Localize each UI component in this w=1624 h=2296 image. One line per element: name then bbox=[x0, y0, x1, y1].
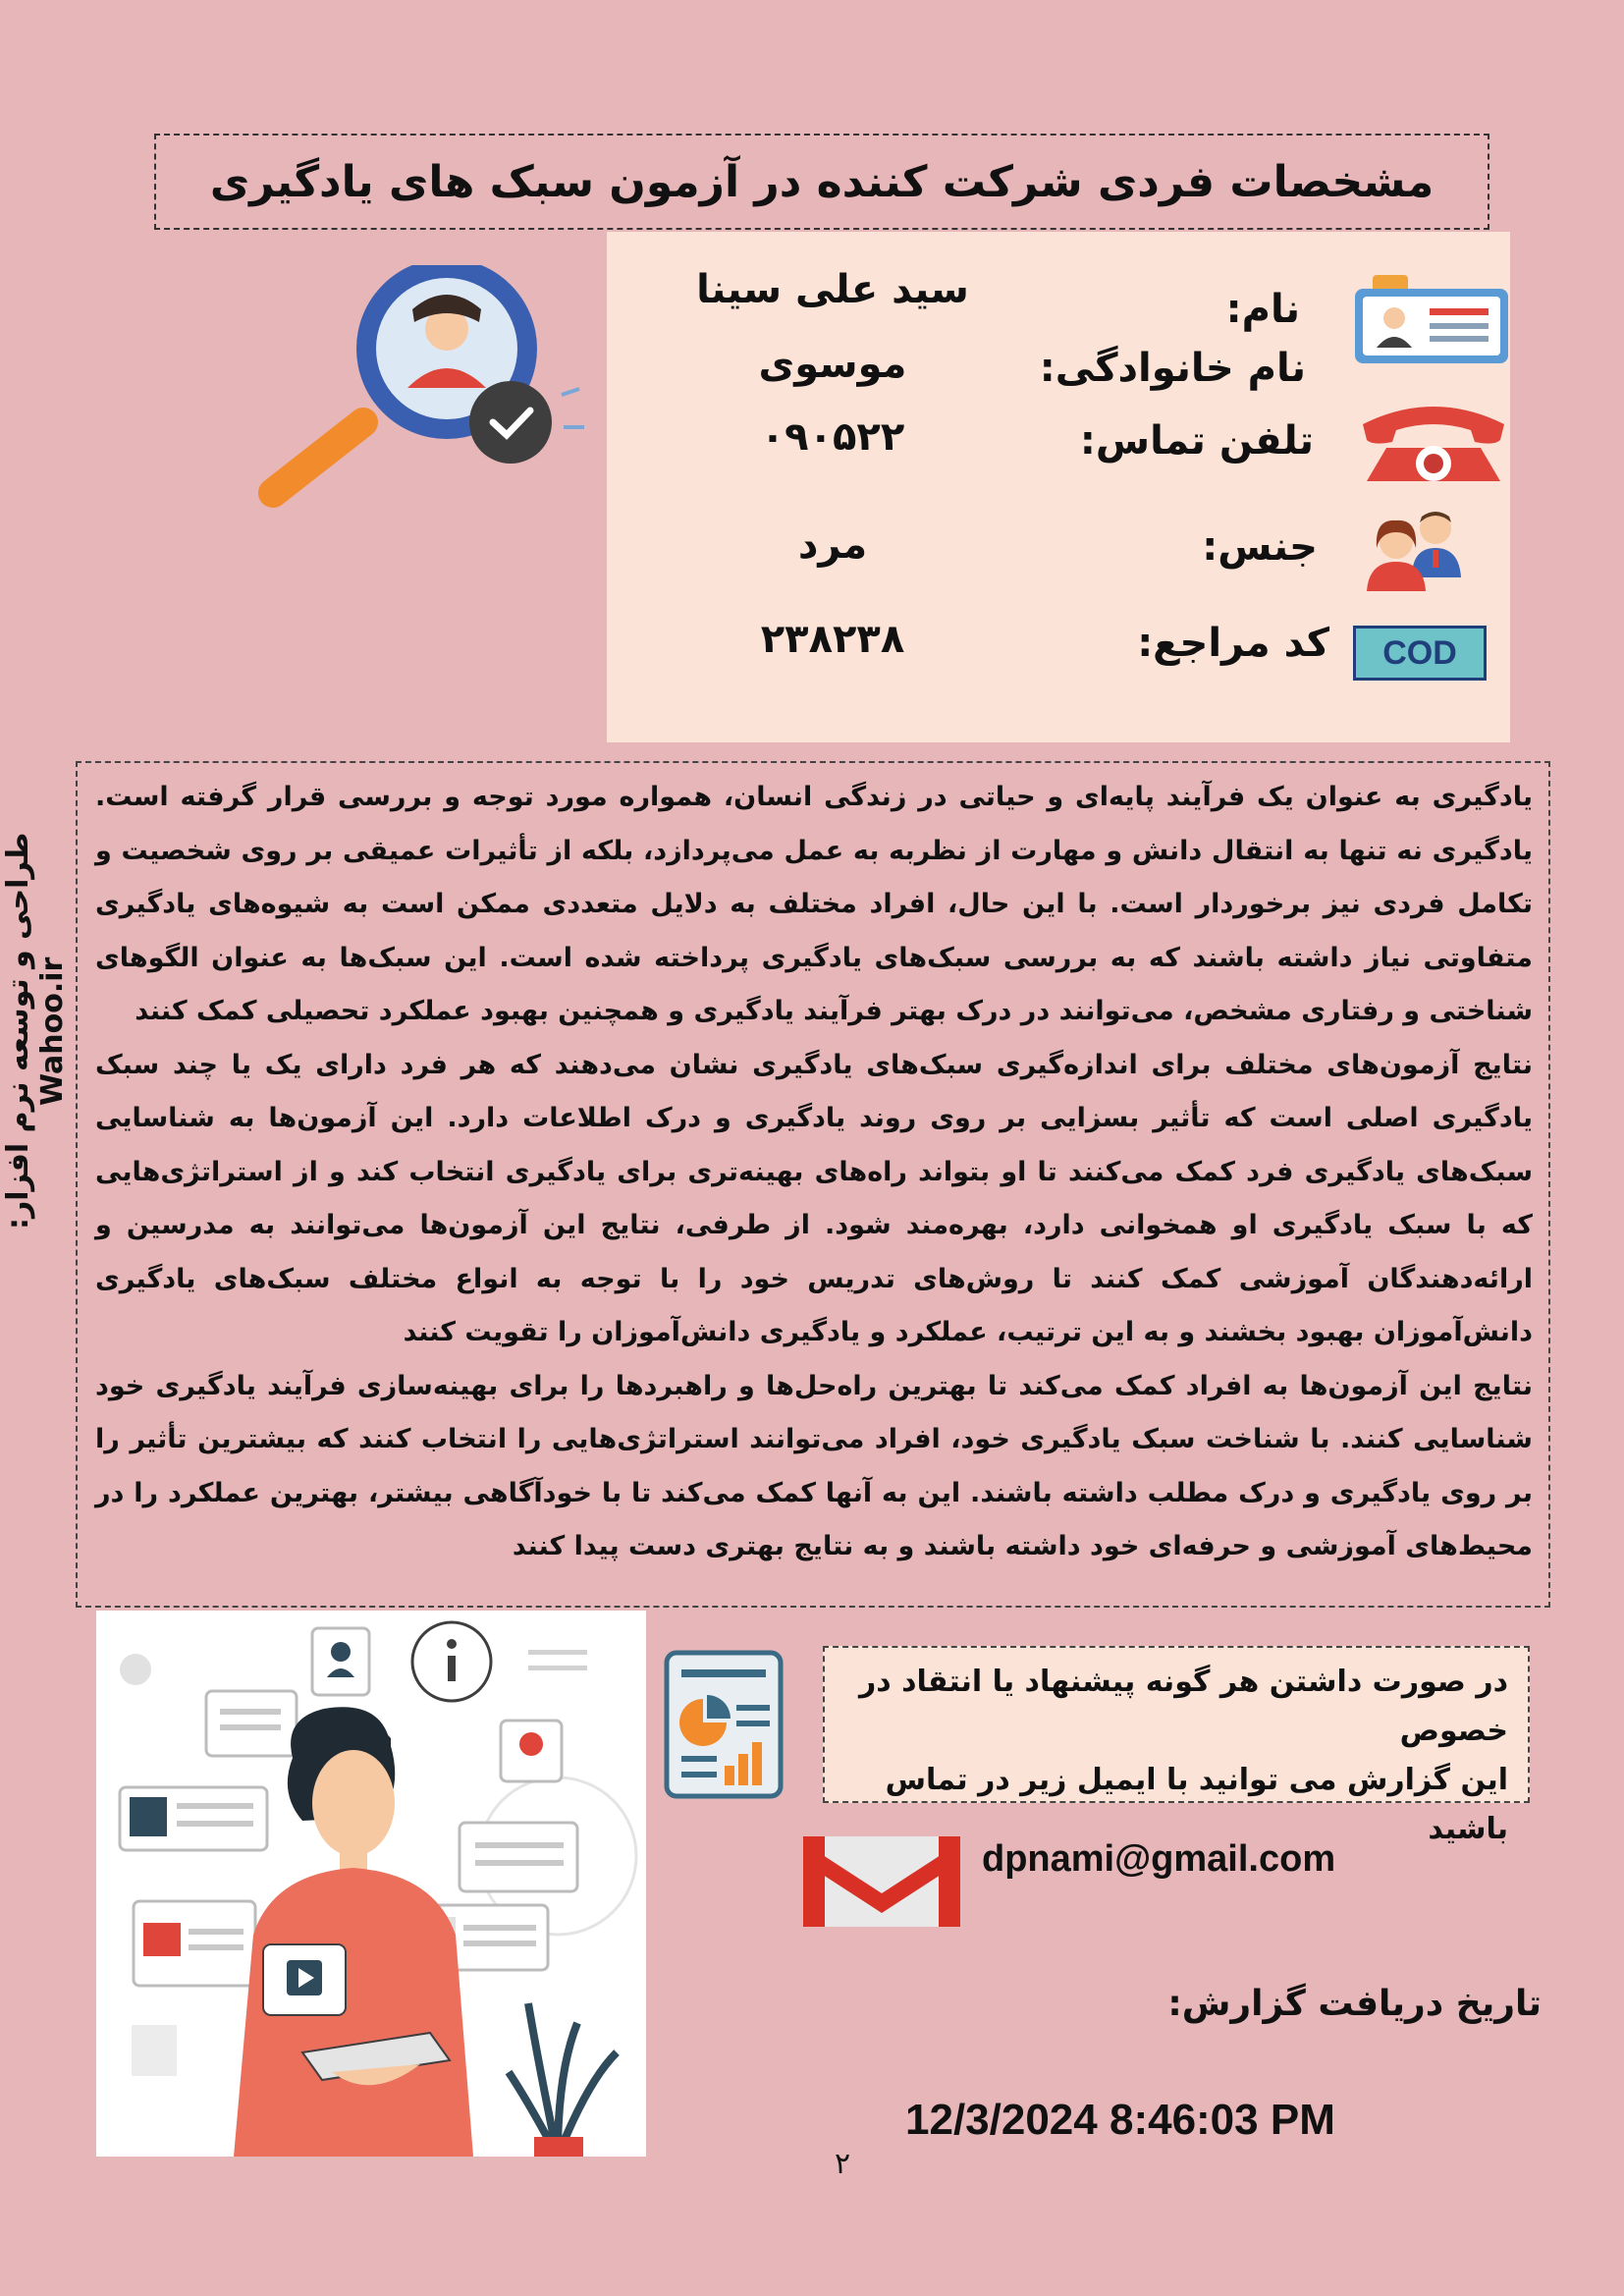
person-illustration bbox=[96, 1611, 646, 2157]
gender-value: مرد bbox=[797, 522, 868, 568]
feedback-line-1: در صورت داشتن هر گونه پیشنهاد یا انتقاد در خصوص bbox=[858, 1665, 1508, 1748]
contact-email[interactable]: dpnami@gmail.com bbox=[982, 1838, 1336, 1880]
description-box bbox=[76, 761, 1550, 1608]
report-date-label: تاریخ دریافت گزارش: bbox=[1167, 1984, 1542, 2024]
search-profile-icon bbox=[245, 265, 589, 520]
report-icon bbox=[664, 1650, 784, 1799]
family-value: موسوی bbox=[758, 342, 907, 387]
paragraph-2: نتایج آزمون‌های مختلف برای اندازه‌گیری سبک‌های یادگیری نشان می‌دهند که هر فرد دارای یک یا چند سبک یادگیری اصلی است که تأثیر بسزایی بر روی روند یادگیری و درک اطلاعات دارد. این آزمون‌ها به شناسایی سبک‌های یادگیری فرد کمک می‌کنند تا او بتواند راه‌های بهینه‌تری برای یادگیری انتخاب کند و از استراتژی‌هایی که با سبک یادگیری او همخوانی دارد، بهره‌مند شود. از طرفی، نتایج این آزمون‌ها می‌توانند به مدرسین و ارائه‌دهندگان آموزشی کمک کنند تا روش‌های تدریس خود را با توجه به انواع مختلف سبک‌های یادگیری دانش‌آموزان بهبود بخشند و به این ترتیب، عملکرد و یادگیری دانش‌آموزان را تقویت کنند bbox=[95, 1049, 1533, 1347]
telephone-icon bbox=[1357, 397, 1510, 487]
code-value: ۲۳۸۲۳۸ bbox=[760, 617, 905, 662]
side-credit: طراحی و توسعه نرم افزار: Wahoo.ir bbox=[1, 832, 70, 1230]
phone-value: ۰۹۰۵۲۲ bbox=[760, 414, 905, 460]
paragraph-3: نتایج این آزمون‌ها به افراد کمک می‌کند تا بهترین راه‌حل‌ها و راهبردها را برای بهینه‌سازی فرآیند یادگیری خود شناسایی کنند. با شناخت سبک یادگیری خود، افراد می‌توانند استراتژی‌هایی را انتخاب کنند که بیشترین تأثیر را بر روی یادگیری و درک مطلب داشته باشند. این به آنها کمک می‌کند تا با خودآگاهی بیشتر، بهترین عملکرد را در محیط‌های آموزشی و حرفه‌ای خود داشته باشند و به نتایج بهتری دست پیدا کنند bbox=[95, 1370, 1533, 1561]
code-badge: COD bbox=[1353, 626, 1487, 681]
id-card-icon bbox=[1353, 275, 1510, 365]
gender-icon bbox=[1353, 509, 1481, 591]
participant-info-panel bbox=[607, 232, 1510, 742]
family-label: نام خانوادگی: bbox=[1039, 346, 1306, 391]
gmail-icon bbox=[803, 1836, 960, 1927]
gender-label: جنس: bbox=[1202, 524, 1318, 570]
feedback-note bbox=[823, 1646, 1530, 1846]
page-title: مشخصات فردی شرکت کننده در آزمون سبک های یادگیری bbox=[154, 134, 1489, 230]
feedback-line-2: این گزارش می توانید با ایمیل زیر در تماس باشید bbox=[885, 1763, 1508, 1846]
code-label: کد مراجع: bbox=[1137, 621, 1329, 666]
page-number: ۲ bbox=[835, 2147, 851, 2181]
paragraph-1: یادگیری به عنوان یک فرآیند پایه‌ای و حیاتی در زندگی انسان، همواره مورد توجه و بررسی قرار گرفته است. یادگیری نه تنها به انتقال دانش و مهارت از نظربه به عمل می‌پردازد، بلکه از تأثیرات عمیقی بر روی شخصیت و تکامل فردی نیز برخوردار است. با این حال، افراد مختلف به دلایل متعددی ممکن است به شیوه‌های یادگیری متفاوتی نیاز داشته باشند که به بررسی سبک‌های یادگیری پرداخته شده است. این سبک‌ها به عنوان الگوهای شناختی و رفتاری مشخص، می‌توانند در درک بهتر فرآیند یادگیری و همچنین بهبود عملکرد تحصیلی کمک کنند bbox=[95, 782, 1533, 1026]
report-date-value: 12/3/2024 8:46:03 PM bbox=[905, 2096, 1335, 2144]
name-label: نام: bbox=[1225, 287, 1300, 332]
phone-label: تلفن تماس: bbox=[1079, 418, 1314, 464]
name-value: سید علی سینا bbox=[696, 267, 969, 312]
